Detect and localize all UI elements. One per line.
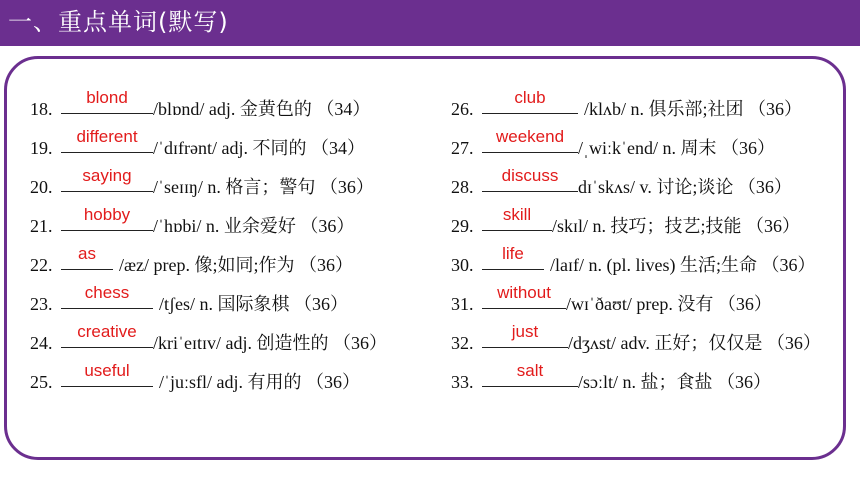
- word-definition: /laɪf/ n. (pl. lives) 生活;生命 （36）: [550, 255, 816, 275]
- answer-blank: [482, 166, 578, 192]
- header-bar: [0, 0, 860, 46]
- item-number: 30.: [451, 255, 474, 275]
- word-definition: /sɔːlt/ n. 盐；食盐 （36）: [578, 372, 771, 392]
- answer-blank: [61, 88, 153, 114]
- item-number: 21.: [30, 216, 53, 236]
- item-number: 22.: [30, 255, 53, 275]
- answer-word: saying: [82, 166, 132, 185]
- answer-word: weekend: [495, 127, 565, 146]
- answer-blank: [61, 361, 153, 387]
- answer-word: salt: [516, 361, 544, 380]
- vocab-item-21: [30, 205, 355, 236]
- word-definition: /kriˈeɪtɪv/ adj. 创造性的 （36）: [153, 333, 387, 353]
- vocab-item-25: [30, 361, 360, 392]
- answer-word: life: [502, 244, 524, 263]
- answer-blank: [482, 205, 552, 231]
- answer-blank: [61, 322, 153, 348]
- vocab-item-33: [451, 361, 771, 392]
- answer-blank: [61, 244, 113, 270]
- item-number: 26.: [451, 99, 474, 119]
- item-number: 27.: [451, 138, 474, 158]
- vocab-item-28: [451, 166, 792, 197]
- vocab-item-18: [30, 88, 371, 119]
- item-number: 23.: [30, 294, 53, 314]
- word-definition: dɪˈskʌs/ v. 讨论;谈论 （36）: [578, 177, 792, 197]
- item-number: 29.: [451, 216, 474, 236]
- answer-word: different: [76, 127, 138, 146]
- vocab-item-30: [451, 244, 816, 275]
- answer-word: blond: [86, 88, 128, 107]
- word-definition: /dʒʌst/ adv. 正好；仅仅是 （36）: [568, 333, 821, 353]
- item-number: 24.: [30, 333, 53, 353]
- answer-blank: [482, 127, 578, 153]
- word-definition: /æz/ prep. 像;如同;作为 （36）: [119, 255, 353, 275]
- word-definition: /wɪˈðaʊt/ prep. 没有 （36）: [566, 294, 772, 314]
- word-definition: /ˌwiːkˈend/ n. 周末 （36）: [578, 138, 775, 158]
- word-definition: /ˈhɒbi/ n. 业余爱好 （36）: [153, 216, 355, 236]
- item-number: 31.: [451, 294, 474, 314]
- word-definition: /ˈseɪɪŋ/ n. 格言；警句 （36）: [153, 177, 374, 197]
- word-definition: /ˈdɪfrənt/ adj. 不同的 （34）: [153, 138, 365, 158]
- vocab-item-23: [30, 283, 348, 314]
- answer-word: just: [511, 322, 539, 341]
- answer-blank: [482, 322, 568, 348]
- item-number: 18.: [30, 99, 53, 119]
- answer-blank: [482, 88, 578, 114]
- answer-word: chess: [84, 283, 130, 302]
- item-number: 33.: [451, 372, 474, 392]
- answer-word: creative: [77, 322, 137, 341]
- item-number: 20.: [30, 177, 53, 197]
- vocab-item-19: [30, 127, 365, 158]
- word-definition: /blɒnd/ adj. 金黄色的 （34）: [153, 99, 371, 119]
- answer-blank: [61, 127, 153, 153]
- answer-blank: [61, 166, 153, 192]
- vocab-item-32: [451, 322, 821, 353]
- word-definition: /tʃes/ n. 国际象棋 （36）: [159, 294, 348, 314]
- item-number: 32.: [451, 333, 474, 353]
- word-definition: /ˈjuːsfl/ adj. 有用的 （36）: [159, 372, 360, 392]
- vocab-item-29: [451, 205, 801, 236]
- page-title: 一、重点单词(默写): [8, 8, 229, 36]
- vocab-item-27: [451, 127, 775, 158]
- answer-word: useful: [84, 361, 130, 380]
- item-number: 28.: [451, 177, 474, 197]
- item-number: 19.: [30, 138, 53, 158]
- vocab-item-24: [30, 322, 387, 353]
- answer-word: discuss: [501, 166, 559, 185]
- word-definition: /skɪl/ n. 技巧；技艺;技能 （36）: [552, 216, 801, 236]
- answer-word: club: [514, 88, 546, 107]
- answer-blank: [61, 283, 153, 309]
- answer-blank: [61, 205, 153, 231]
- answer-blank: [482, 244, 544, 270]
- vocab-item-22: [30, 244, 353, 275]
- vocab-item-26: [451, 88, 803, 119]
- answer-word: without: [497, 283, 551, 302]
- answer-word: hobby: [83, 205, 131, 224]
- vocab-item-20: [30, 166, 374, 197]
- answer-word: skill: [502, 205, 532, 224]
- answer-blank: [482, 361, 578, 387]
- word-definition: /klʌb/ n. 俱乐部;社团 （36）: [584, 99, 803, 119]
- answer-blank: [482, 283, 566, 309]
- vocab-item-31: [451, 283, 772, 314]
- answer-word: as: [78, 244, 96, 263]
- item-number: 25.: [30, 372, 53, 392]
